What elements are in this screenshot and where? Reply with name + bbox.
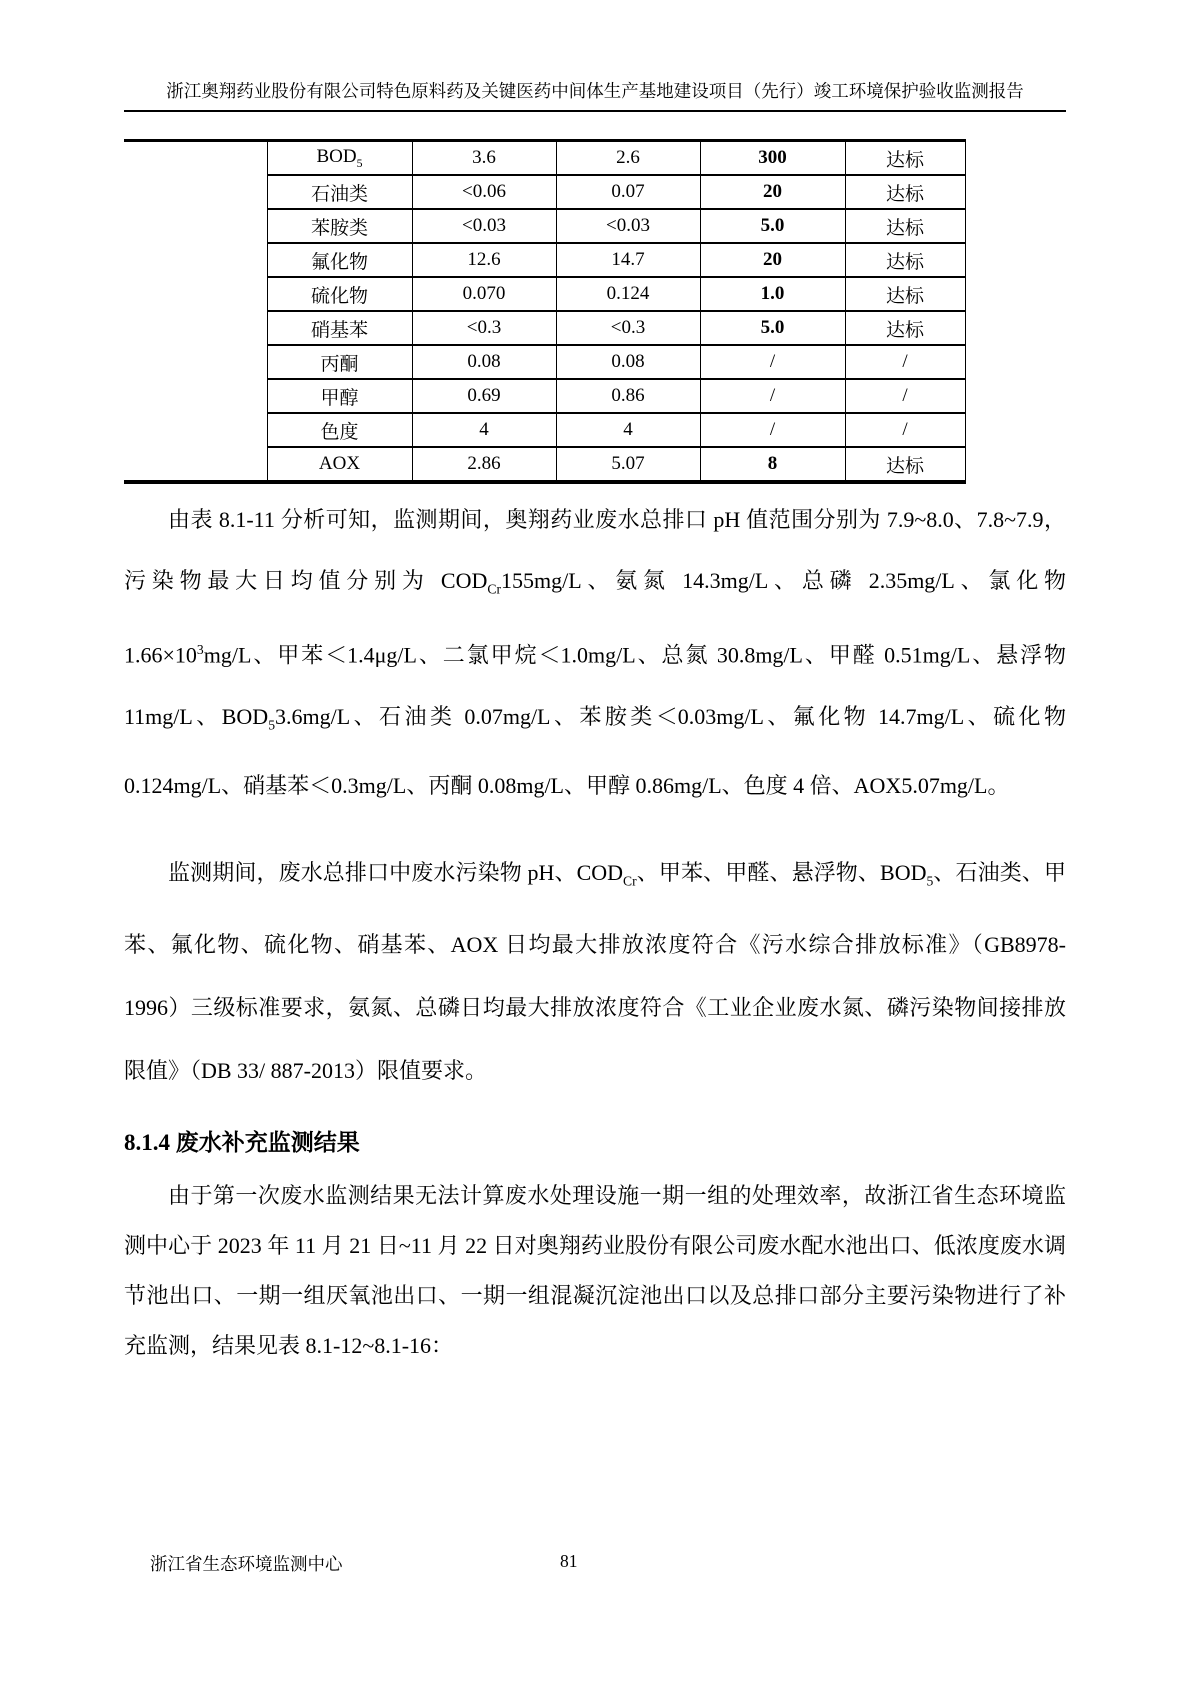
limit-cell: 5.0 [700,311,845,345]
value-cell-day1: <0.3 [412,311,556,345]
table-row [124,277,965,311]
value-cell-day1: 4 [412,413,556,447]
value-cell-day1: 0.08 [412,345,556,379]
value-cell-day1: 0.69 [412,379,556,413]
result-cell: / [845,413,965,447]
parameter-cell: 石油类 [267,175,412,209]
value-cell-day2: 5.07 [556,447,700,482]
value-cell-day2: 4 [556,413,700,447]
spacer-cell [124,447,267,482]
spacer-cell [124,141,267,176]
table-row [124,175,965,209]
value-cell-day2: 0.07 [556,175,700,209]
value-cell-day2: 0.86 [556,379,700,413]
table-row [124,311,965,345]
table-row [124,345,965,379]
value-cell-day2: 2.6 [556,141,700,176]
value-cell-day1: <0.06 [412,175,556,209]
footer-organization: 浙江省生态环境监测中心 [150,1554,343,1574]
table-row [124,447,965,482]
spacer-cell [124,311,267,345]
parameter-cell: 苯胺类 [267,209,412,243]
result-cell: 达标 [845,243,965,277]
result-cell: / [845,379,965,413]
page-content [124,0,1066,1371]
value-cell-day2: 0.08 [556,345,700,379]
limit-cell: 20 [700,175,845,209]
result-cell: / [845,345,965,379]
table-row [124,141,965,176]
section-heading-8-1-4: 8.1.4 废水补充监测结果 [124,1129,360,1155]
value-cell-day1: 0.070 [412,277,556,311]
value-cell-day1: 2.86 [412,447,556,482]
parameter-cell: 硫化物 [267,277,412,311]
value-cell-day2: 14.7 [556,243,700,277]
parameter-cell: $BOD_5$ [267,141,412,176]
limit-cell: 5.0 [700,209,845,243]
header-rule [124,110,1066,112]
parameter-cell: 色度 [267,413,412,447]
limit-cell: 20 [700,243,845,277]
limit-cell: / [700,379,845,413]
result-cell: 达标 [845,141,965,176]
limit-cell: / [700,413,845,447]
parameter-cell: 丙酮 [267,345,412,379]
paragraph-standard-compliance: 监测期间，废水总排口中废水污染物 pH、$COD_{Cr}$、甲苯、甲醛、悬浮物、$BOD_5$、石油类、甲苯、氟化物、硫化物、硝基苯、AOX 日均最大排放浓度符合《污水综合排放标准》（GB8978-1996）三级标准要求，氨氮、总磷日均最大排放浓度符合《工业企业废水氮、磷污染物间接排放限值》（DB 33/ 887-2013）限值要求。 [124,860,1067,1083]
limit-cell: 300 [700,141,845,176]
spacer-cell [124,243,267,277]
spacer-cell [124,345,267,379]
value-cell-day1: 12.6 [412,243,556,277]
result-cell: 达标 [845,277,965,311]
value-cell-day2: <0.03 [556,209,700,243]
result-cell: 达标 [845,311,965,345]
spacer-cell [124,413,267,447]
parameter-cell: 氟化物 [267,243,412,277]
value-cell-day2: <0.3 [556,311,700,345]
result-cell: 达标 [845,175,965,209]
parameter-cell: AOX [267,447,412,482]
limit-cell: 8 [700,447,845,482]
table-row [124,413,965,447]
running-header [124,0,1066,112]
limit-cell: 1.0 [700,277,845,311]
paragraph-ph-analysis: 由表 8.1-11 分析可知，监测期间，奥翔药业废水总排口 pH 值范围分别为 7.9~8.0、7.8~7.9，污染物最大日均值分别为 $COD_{Cr}155mg/L$、氨氮 14.3mg/L、总磷 2.35mg/L、氯化物 $1.66\times 10^3mg/L$、甲苯＜1.4μg/L、二氯甲烷＜1.0mg/L、总氮 30.8mg/L、甲醛 0.51mg/L、悬浮物 11mg/L、$BOD_53.6mg/L$、石油类 0.07mg/L、苯胺类＜0.03mg/L、氟化物 14.7mg/L、硫化物 0.124mg/L、硝基苯＜0.3mg/L、丙酮 0.08mg/L、甲醇 0.86mg/L、色度 4 倍、AOX5.07mg/L。 [124,507,1067,799]
value-cell-day1: <0.03 [412,209,556,243]
table-row [124,243,965,277]
limit-cell: / [700,345,845,379]
spacer-cell [124,379,267,413]
result-cell: 达标 [845,209,965,243]
monitoring-results-table [124,139,966,484]
parameter-cell: 硝基苯 [267,311,412,345]
table-row [124,209,965,243]
parameter-cell: 甲醇 [267,379,412,413]
spacer-cell [124,175,267,209]
table-body [124,141,965,483]
footer-page-number: 81 [560,1551,578,1571]
result-cell: 达标 [845,447,965,482]
table-row [124,379,965,413]
paragraph-supplementary-monitoring: 由于第一次废水监测结果无法计算废水处理设施一期一组的处理效率，故浙江省生态环境监测中心于 2023 年 11 月 21 日~11 月 22 日对奥翔药业股份有限公司废水配水池出口、低浓度废水调节池出口、一期一组厌氧池出口、一期一组混凝沉淀池出口以及总排口部分主要污染物进行了补充监测，结果见表 8.1-12~8.1-16： [124,1182,1066,1358]
report-title: 浙江奥翔药业股份有限公司特色原料药及关键医药中间体生产基地建设项目（先行）竣工环境保护验收监测报告 [166,81,1024,101]
spacer-cell [124,209,267,243]
value-cell-day1: 3.6 [412,141,556,176]
value-cell-day2: 0.124 [556,277,700,311]
spacer-cell [124,277,267,311]
